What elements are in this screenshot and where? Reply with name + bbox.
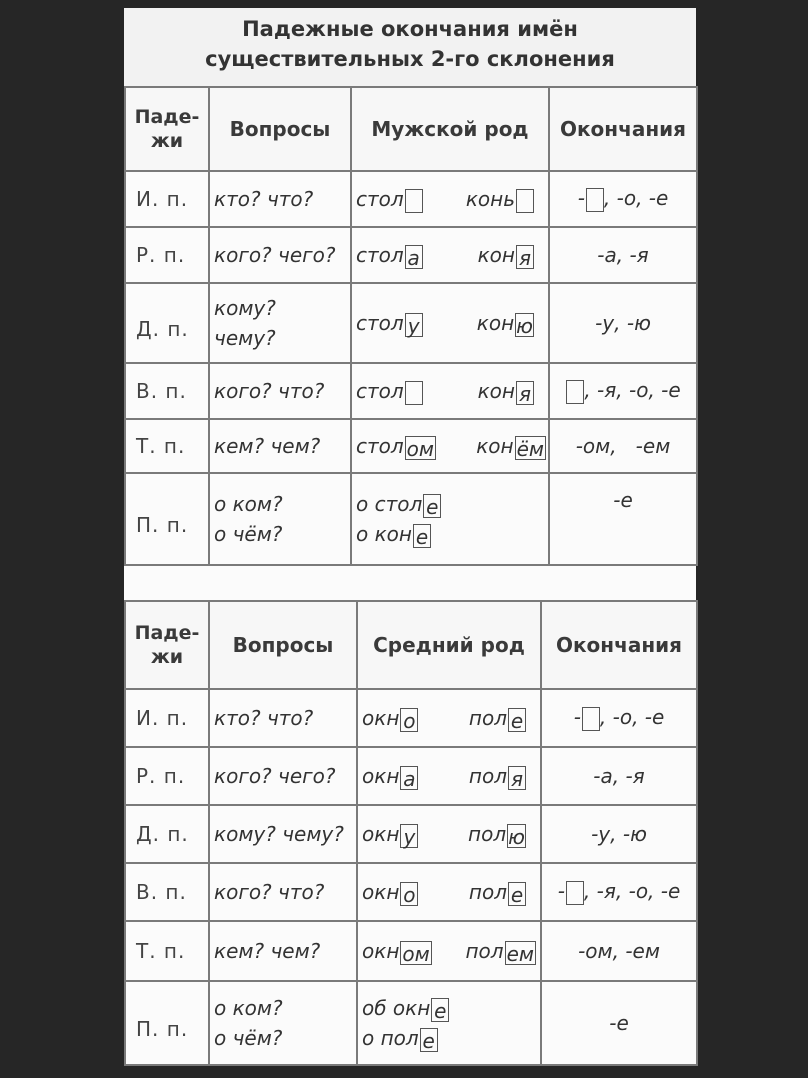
title-line-2: существительных 2-го склонения bbox=[205, 47, 615, 71]
case-question: кого? чего? bbox=[209, 747, 357, 805]
example-word-2: кон ю bbox=[476, 311, 533, 338]
case-name: В. п. bbox=[125, 363, 209, 419]
example-word-2: о кон е bbox=[356, 519, 548, 549]
ending-box: ём bbox=[516, 436, 544, 461]
example-word-1: стол у bbox=[356, 308, 423, 338]
example-word-2: пол е bbox=[469, 877, 526, 907]
example-word-1: окн ом bbox=[362, 939, 430, 966]
header-endings: Окончания bbox=[541, 601, 697, 689]
example-word-2: кон я bbox=[478, 240, 534, 270]
case-endings: -у, -ю bbox=[549, 283, 697, 363]
example-words bbox=[351, 227, 549, 283]
masculine-endings-table bbox=[124, 86, 698, 566]
header-endings: Окончания bbox=[549, 87, 697, 171]
table-row bbox=[125, 171, 697, 227]
case-question: кого? что? bbox=[209, 363, 351, 419]
header-questions: Вопросы bbox=[209, 601, 357, 689]
example-word-1: об окн е bbox=[362, 993, 540, 1023]
case-name: Т. п. bbox=[125, 419, 209, 473]
ending-box: е bbox=[423, 494, 441, 518]
case-question: кто? что? bbox=[209, 689, 357, 747]
case-question: кому? чему? bbox=[209, 283, 351, 363]
case-endings: - , -я, -о, -е bbox=[541, 863, 697, 921]
example-words bbox=[357, 805, 541, 863]
case-name: Р. п. bbox=[125, 227, 209, 283]
ending-box: е bbox=[431, 998, 449, 1022]
ending-box: я bbox=[516, 381, 534, 405]
case-endings: -а, -я bbox=[549, 227, 697, 283]
case-name: И. п. bbox=[125, 171, 209, 227]
title-line-1: Падежные окончания имён bbox=[242, 17, 578, 41]
table-row bbox=[125, 473, 697, 565]
ending-box: о bbox=[400, 882, 418, 906]
example-word-1: окн а bbox=[362, 761, 418, 791]
example-word-1: окн о bbox=[362, 877, 418, 907]
example-word-2: пол ем bbox=[465, 939, 534, 966]
header-gender: Мужской род bbox=[351, 87, 549, 171]
table-row bbox=[125, 227, 697, 283]
ending-box: ем bbox=[506, 941, 534, 966]
example-words bbox=[351, 283, 549, 363]
table-row bbox=[125, 689, 697, 747]
case-name: И. п. bbox=[125, 689, 209, 747]
ending-box bbox=[405, 189, 423, 213]
ending-box bbox=[586, 188, 604, 212]
ending-box bbox=[405, 381, 423, 405]
example-word-1: о стол е bbox=[356, 489, 548, 519]
example-words bbox=[351, 419, 549, 473]
example-word-2: о пол е bbox=[362, 1023, 540, 1053]
case-question: о ком? о чём? bbox=[209, 473, 351, 565]
case-question: о ком? о чём? bbox=[209, 981, 357, 1065]
example-word-2: кон я bbox=[478, 376, 534, 406]
example-words bbox=[357, 689, 541, 747]
case-endings: -а, -я bbox=[541, 747, 697, 805]
ending-box: я bbox=[516, 245, 534, 269]
case-endings: -у, -ю bbox=[541, 805, 697, 863]
example-word-2: конь bbox=[466, 184, 534, 214]
case-name: Д. п. bbox=[125, 283, 209, 363]
ending-box bbox=[566, 881, 584, 905]
example-words bbox=[357, 981, 541, 1065]
example-word-1: стол bbox=[356, 184, 423, 214]
ending-box: ом bbox=[406, 436, 434, 461]
example-word-2: пол ю bbox=[468, 822, 525, 849]
ending-box: я bbox=[508, 766, 526, 790]
ending-box: а bbox=[405, 245, 423, 269]
ending-box: у bbox=[405, 313, 423, 337]
ending-box: е bbox=[413, 524, 431, 548]
table-header-row bbox=[125, 601, 697, 689]
ending-box: е bbox=[508, 708, 526, 732]
table-row bbox=[125, 981, 697, 1065]
example-words bbox=[351, 363, 549, 419]
example-words bbox=[357, 863, 541, 921]
case-endings: -е bbox=[549, 473, 697, 565]
case-question: кого? что? bbox=[209, 863, 357, 921]
page-title bbox=[124, 8, 696, 86]
case-name: П. п. bbox=[125, 473, 209, 565]
case-endings: - , -о, -е bbox=[541, 689, 697, 747]
case-endings: -е bbox=[541, 981, 697, 1065]
ending-box: ом bbox=[402, 941, 430, 966]
case-name: Т. п. bbox=[125, 921, 209, 981]
example-words bbox=[351, 171, 549, 227]
case-name: Р. п. bbox=[125, 747, 209, 805]
case-question: кому? чему? bbox=[209, 805, 357, 863]
example-word-1: окн у bbox=[362, 819, 418, 849]
case-endings: - , -о, -е bbox=[549, 171, 697, 227]
ending-box: ю bbox=[508, 824, 525, 849]
example-word-1: стол а bbox=[356, 240, 423, 270]
table-row bbox=[125, 863, 697, 921]
header-case-line-1: Паде- bbox=[134, 622, 200, 644]
example-words bbox=[357, 747, 541, 805]
case-endings: -ом, -ем bbox=[549, 419, 697, 473]
neuter-endings-table bbox=[124, 600, 698, 1066]
example-word-1: стол ом bbox=[356, 434, 434, 461]
case-name: Д. п. bbox=[125, 805, 209, 863]
case-question: кого? чего? bbox=[209, 227, 351, 283]
table-header-row bbox=[125, 87, 697, 171]
ending-box: у bbox=[400, 824, 418, 848]
ending-box: ю bbox=[516, 313, 533, 338]
table-row bbox=[125, 921, 697, 981]
table-row bbox=[125, 747, 697, 805]
example-word-2: кон ём bbox=[476, 434, 544, 461]
ending-box bbox=[516, 189, 534, 213]
example-word-1: окн о bbox=[362, 703, 418, 733]
example-words bbox=[351, 473, 549, 565]
ending-box: о bbox=[400, 708, 418, 732]
ending-box: а bbox=[400, 766, 418, 790]
case-name: В. п. bbox=[125, 863, 209, 921]
table-row bbox=[125, 283, 697, 363]
case-name: П. п. bbox=[125, 981, 209, 1065]
header-questions: Вопросы bbox=[209, 87, 351, 171]
header-case-line-1: Паде- bbox=[134, 106, 200, 128]
case-endings: , -я, -о, -е bbox=[549, 363, 697, 419]
table-row bbox=[125, 419, 697, 473]
ending-box bbox=[582, 707, 600, 731]
case-question: кто? что? bbox=[209, 171, 351, 227]
case-question: кем? чем? bbox=[209, 419, 351, 473]
example-word-2: пол е bbox=[469, 703, 526, 733]
case-question: кем? чем? bbox=[209, 921, 357, 981]
header-case-line-2: жи bbox=[150, 646, 184, 668]
example-word-2: пол я bbox=[469, 761, 526, 791]
header-case bbox=[125, 87, 209, 171]
table-row bbox=[125, 363, 697, 419]
table-row bbox=[125, 805, 697, 863]
case-endings: -ом, -ем bbox=[541, 921, 697, 981]
header-case bbox=[125, 601, 209, 689]
header-case-line-2: жи bbox=[150, 130, 184, 152]
header-gender: Средний род bbox=[357, 601, 541, 689]
example-words bbox=[357, 921, 541, 981]
ending-box: е bbox=[508, 882, 526, 906]
ending-box bbox=[566, 380, 584, 404]
example-word-1: стол bbox=[356, 376, 423, 406]
ending-box: е bbox=[420, 1028, 438, 1052]
